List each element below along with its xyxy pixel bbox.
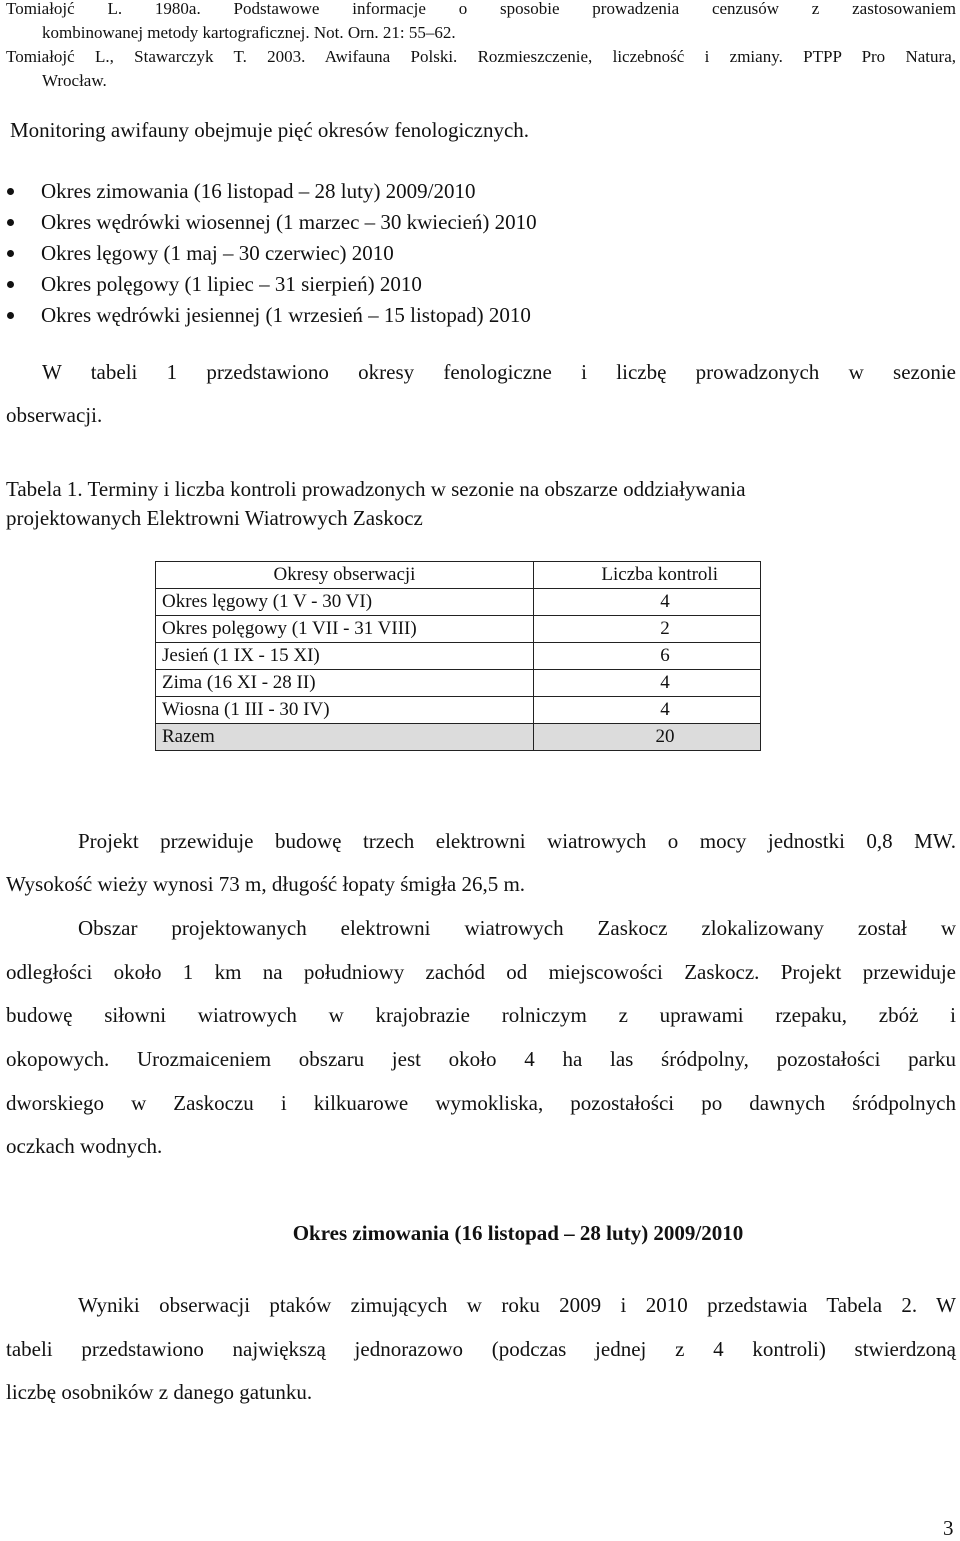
project-line-1: Projekt przewiduje budowę trzech elektrowni wiatrowych o mocy jednostki 0,8 MW. [78,829,956,853]
bullet-icon [7,281,14,288]
table-header-row [156,562,761,589]
table-caption-line-1: Tabela 1. Terminy i liczba kontroli prowadzonych w sezonie na obszarze oddziaływania [6,477,746,501]
count-cell: 4 [534,697,761,724]
reference-2-line-2: Wrocław. [42,71,107,90]
bullet-icon [7,250,14,257]
results-line-3: liczbę osobników z danego gatunku. [6,1380,313,1404]
observation-table [155,561,761,751]
bullet-icon [7,312,14,319]
area-line-3: budowę siłowni wiatrowych w krajobrazie rolniczym z uprawami rzepaku, zbóż i [6,1003,956,1027]
table-total-row [156,724,761,751]
area-line-1: Obszar projektowanych elektrowni wiatrowych Zaskocz zlokalizowany został w [78,916,956,940]
area-line-2: odległości około 1 km na południowy zachód od miejscowości Zaskocz. Projekt przewiduje [6,960,956,984]
area-line-6: oczkach wodnych. [6,1134,163,1158]
period-cell: Okres polęgowy (1 VII - 31 VIII) [156,616,534,643]
table-row [156,589,761,616]
period-cell: Jesień (1 IX - 15 XI) [156,643,534,670]
column-header-periods: Okresy obserwacji [156,562,534,589]
table-caption-line-2: projektowanych Elektrowni Wiatrowych Zaskocz [6,506,423,530]
period-cell: Okres lęgowy (1 V - 30 VI) [156,589,534,616]
page-number: 3 [943,1516,954,1540]
reference-1-line-2: kombinowanej metody kartograficznej. Not. Orn. 21: 55–62. [42,23,456,42]
table-intro-line-2: obserwacji. [6,403,103,427]
table-row [156,697,761,724]
intro-text: Monitoring awifauny obejmuje pięć okresów fenologicznych. [10,118,530,142]
section-heading: Okres zimowania (16 listopad – 28 luty) 2009/2010 [292,1221,744,1245]
list-item: Okres polęgowy (1 lipiec – 31 sierpień) 2010 [0,269,537,300]
results-line-2: tabeli przedstawiono największą jednorazowo (podczas jednej z 4 kontroli) stwierdzoną [6,1337,956,1361]
project-line-2: Wysokość wieży wynosi 73 m, długość łopaty śmigła 26,5 m. [6,872,526,896]
list-item: Okres lęgowy (1 maj – 30 czerwiec) 2010 [0,238,537,269]
period-cell: Zima (16 XI - 28 II) [156,670,534,697]
count-cell: 6 [534,643,761,670]
reference-2-line-1: Tomiałojć L., Stawarczyk T. 2003. Awifauna Polski. Rozmieszczenie, liczebność i zmiany. PTPP Pro Natura, [6,47,956,66]
reference-1-line-1: Tomiałojć L. 1980a. Podstawowe informacje o sposobie prowadzenia cenzusów z zastosowaniem [6,0,956,18]
list-item: Okres wędrówki wiosennej (1 marzec – 30 kwiecień) 2010 [0,207,537,238]
table-intro-line-1: W tabeli 1 przedstawiono okresy fenologiczne i liczbę prowadzonych w sezonie [42,360,956,384]
count-cell: 4 [534,589,761,616]
area-line-4: okopowych. Urozmaiceniem obszaru jest około 4 ha las śródpolny, pozostałości parku [6,1047,956,1071]
table-row [156,670,761,697]
count-cell: 2 [534,616,761,643]
column-header-count: Liczba kontroli [534,562,761,589]
table-row [156,643,761,670]
table-row [156,616,761,643]
list-item: Okres wędrówki jesiennej (1 wrzesień – 15 listopad) 2010 [0,300,537,331]
bullet-icon [7,188,14,195]
count-cell: 4 [534,670,761,697]
total-label-cell: Razem [156,724,534,751]
area-line-5: dworskiego w Zaskoczu i kilkuarowe wymokliska, pozostałości po dawnych śródpolnych [6,1091,956,1115]
list-item: Okres zimowania (16 listopad – 28 luty) 2009/2010 [0,176,537,207]
period-list [0,176,537,331]
period-cell: Wiosna (1 III - 30 IV) [156,697,534,724]
total-count-cell: 20 [534,724,761,751]
results-line-1: Wyniki obserwacji ptaków zimujących w roku 2009 i 2010 przedstawia Tabela 2. W [78,1293,956,1317]
bullet-icon [7,219,14,226]
